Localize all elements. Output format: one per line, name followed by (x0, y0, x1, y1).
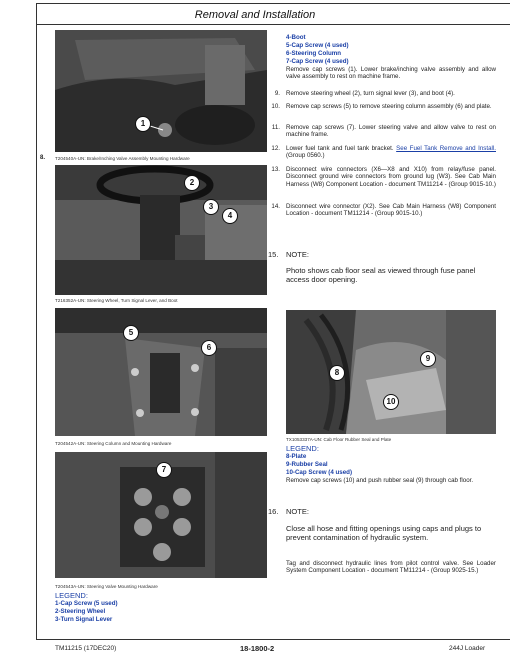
photo-brake-valve (55, 30, 267, 152)
callout-10: 10 (383, 394, 399, 410)
callout-9: 9 (420, 351, 436, 367)
step-9: 9. Remove steering wheel (2), turn signal lever (3), and boot (4). (274, 90, 455, 97)
callout-3: 3 (203, 199, 219, 215)
fig2-caption: T216352A-UN: Steering Wheel, Turn Signal Lever, and Boot (55, 298, 178, 303)
legend-title-right: LEGEND: (286, 444, 319, 453)
photo-cab-floor-seal (286, 310, 496, 434)
step-14: 14. Disconnect wire connector (X2). See Cab Main Harness (W8) Component Location - document TM11214 - (Group 9015-10.) (271, 203, 496, 218)
photo-steering-column (55, 308, 267, 436)
legend-item-1: 1-Cap Screw (5 used) (55, 600, 118, 607)
callout-7: 7 (156, 462, 172, 478)
footer-rule (36, 639, 510, 640)
note-16-label: NOTE: (286, 507, 309, 516)
legend-item-9: 9-Rubber Seal (286, 461, 328, 468)
fig5-caption: TX1053337A-UN: Cab Floor Rubber Seal and Plate (286, 437, 392, 442)
header-rule (36, 24, 510, 25)
photo-steering-wheel (55, 165, 267, 295)
callout-5: 5 (123, 325, 139, 341)
note-16-text: Close all hose and fitting openings using caps and plugs to prevent contamination of hydraulic system. (286, 524, 482, 542)
legend-title-left: LEGEND: (55, 591, 88, 600)
step-11: 11. Remove cap screws (7). Lower steering valve and allow valve to rest on machine frame. (271, 124, 496, 139)
footer-model: 244J Loader (449, 645, 486, 652)
left-border (36, 3, 37, 639)
legend-item-2: 2-Steering Wheel (55, 608, 106, 615)
legend-item-3: 3-Turn Signal Lever (55, 616, 113, 623)
fig4-caption: T204543A-UN: Steering Valve Mounting Hardware (55, 584, 158, 589)
callout-4: 4 (222, 208, 238, 224)
step-12: 12. Lower fuel tank and fuel tank bracket. See Fuel Tank Remove and Install. (Group 0560.) (271, 145, 496, 160)
intro-text (286, 66, 496, 81)
callout-1: 1 (135, 116, 151, 132)
step-15-number: 15. (268, 250, 279, 259)
fig3-caption: T204542A-UN: Steering Column and Mounting Hardware (55, 441, 172, 446)
callout-8: 8 (329, 365, 345, 381)
step-13: 13. Disconnect wire connectors (X6—X8 and X10) from relay/fuse panel. Disconnect ground wire connectors from ground lug (W3). See Cab Main Harness (W8) Component Location - document TM11214 - (Group 9015-10.) (271, 166, 496, 188)
legend-item-10: 10-Cap Screw (4 used) (286, 469, 353, 476)
callout-6: 6 (201, 340, 217, 356)
step-16-number: 16. (268, 507, 279, 516)
legend-item-4: 4-Boot (286, 34, 306, 41)
note-15-label: NOTE: (286, 250, 309, 259)
fig1-caption: T204540A-UN: Brake/Inching Valve Assembly Mounting Hardware (55, 156, 190, 161)
footer-doc-id: TM11215 (17DEC20) (55, 645, 117, 652)
intro-text-body: Remove cap screws (1). Lower brake/inching valve assembly and allow valve assembly to rest on machine frame. (286, 66, 496, 81)
top-border (36, 3, 510, 4)
legend-item-6: 6-Steering Column (286, 50, 342, 57)
legend-item-5: 5-Cap Screw (4 used) (286, 42, 349, 49)
note-15-text: Photo shows cab floor seal as viewed through fuse panel access door opening. (286, 266, 476, 284)
page-title: Removal and Installation (194, 9, 316, 21)
step-10: 10. Remove cap screws (5) to remove steering column assembly (6) and plate. (271, 103, 492, 110)
callout-2: 2 (184, 175, 200, 191)
legend-item-8: 8-Plate (286, 453, 307, 460)
fuel-tank-link[interactable]: See Fuel Tank Remove and Install. (396, 145, 496, 152)
after-fig5-text: Remove cap screws (10) and push rubber seal (9) through cab floor. (286, 477, 474, 484)
step-8-number: 8. (40, 155, 46, 161)
final-text: Tag and disconnect hydraulic lines from pilot control valve. See Loader System Component Location - document TM11214 - (Group 9025-15.) (286, 560, 496, 575)
photo-steering-valve (55, 452, 267, 578)
footer-page-number: 18-1800-2 (240, 644, 275, 653)
legend-item-7: 7-Cap Screw (4 used) (286, 58, 349, 65)
